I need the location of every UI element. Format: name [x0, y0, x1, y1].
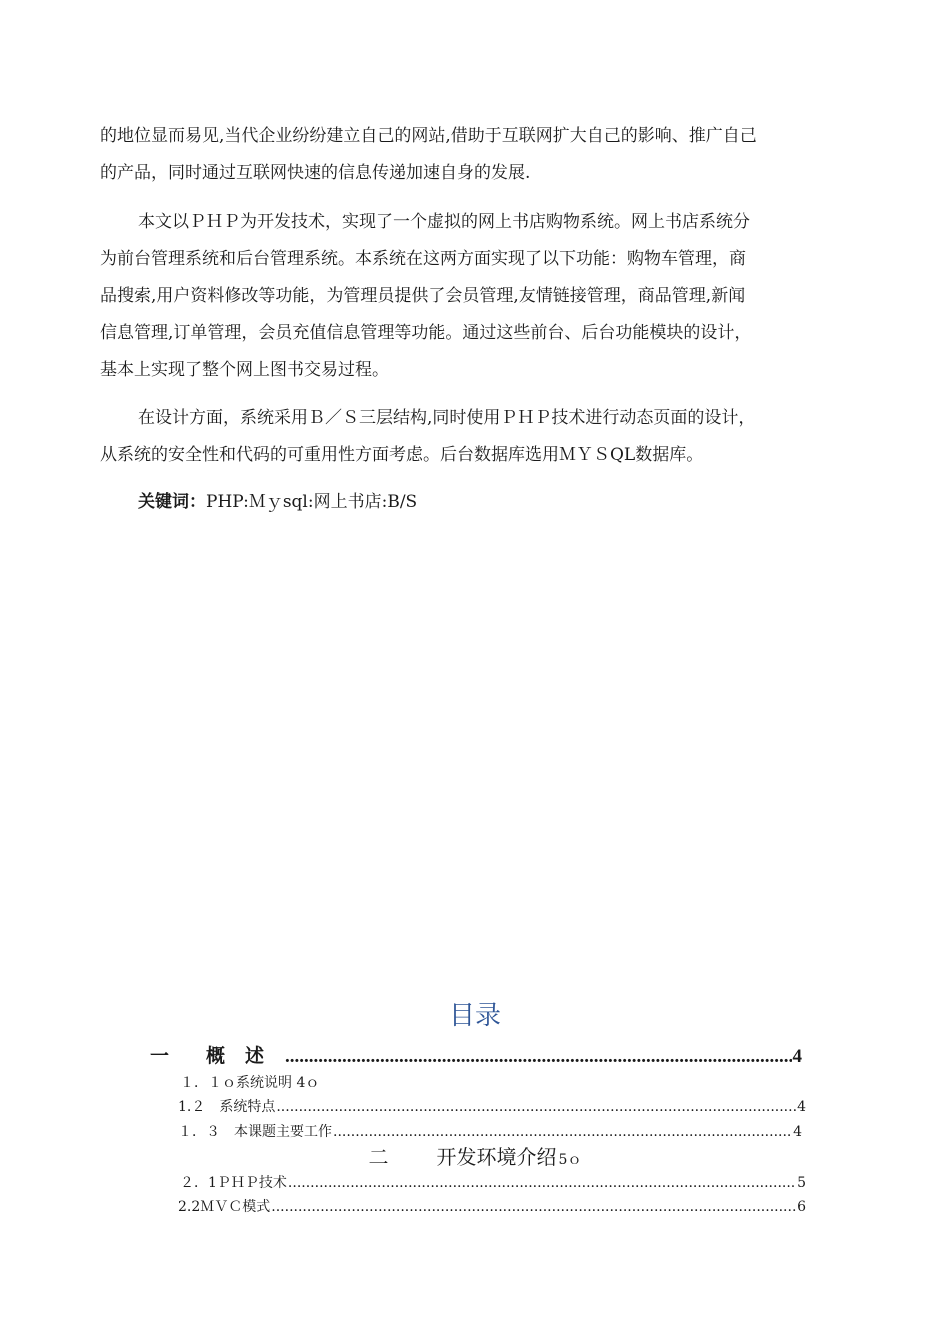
text-line: 的产品，同时通过互联网快速的信息传递加速自身的发展. [100, 163, 531, 183]
dot-leader [271, 1199, 796, 1215]
text-line: 为前台管理系统和后台管理系统。本系统在这两方面实现了以下功能：购物车管理，商 [100, 249, 746, 269]
toc-number: 一 [150, 1046, 170, 1067]
toc-entry-1-2[interactable] [178, 1096, 806, 1116]
toc-title-text: ＰＨＰ技术 [216, 1175, 287, 1191]
toc-entry-1-3[interactable] [178, 1121, 802, 1141]
dot-leader [333, 1124, 792, 1140]
toc-page-number: 6 [797, 1199, 806, 1215]
toc-entry-chapter-1[interactable] [150, 1041, 802, 1068]
text-line: 基本上实现了整个网上图书交易过程。 [100, 360, 389, 380]
keywords-label: 关键词： [138, 492, 206, 512]
toc-number: 二 [368, 1145, 389, 1169]
toc-page-number: 5ｏ [558, 1152, 582, 1168]
toc-entry-2-2[interactable] [178, 1196, 806, 1216]
text-line: 在设计方面，系统采用Ｂ／Ｓ三层结构,同时使用ＰＨＰ技术进行动态页面的设计， [138, 408, 756, 428]
toc-entry-1-1[interactable] [180, 1072, 319, 1092]
toc-number: 1.２ [178, 1099, 206, 1115]
text-line: 信息管理,订单管理，会员充值信息管理等功能。通过这些前台、后台功能模块的设计， [100, 323, 752, 343]
dot-leader [285, 1046, 791, 1068]
text-line: 从系统的安全性和代码的可重用性方面考虑。后台数据库选用ＭＹＳQL数据库。 [100, 445, 704, 465]
toc-title-text: 本课题主要工作 [234, 1124, 332, 1140]
toc-title-text: 开发环境介绍 [436, 1145, 557, 1169]
toc-title-text: 系统特点 [219, 1099, 276, 1115]
toc-entry-text: １．１ｏ系统说明 4ｏ [180, 1075, 320, 1091]
keywords-value: PHP:Ｍｙsql:网上书店:B/S [206, 492, 418, 512]
dot-leader [288, 1175, 796, 1191]
dot-leader [276, 1099, 796, 1115]
toc-number: １．３ [178, 1124, 220, 1140]
toc-entry-2-1[interactable] [180, 1172, 806, 1192]
design-paragraph [100, 400, 852, 474]
toc-page-number: 4 [793, 1124, 802, 1140]
abstract-paragraph [100, 204, 852, 389]
toc-title-text: ＭＶＣ模式 [200, 1199, 271, 1215]
toc-number: 2.2 [178, 1199, 201, 1215]
toc-page-number: 4 [797, 1099, 806, 1115]
toc-page-number: 4 [792, 1046, 802, 1067]
text-line: 品搜索,用户资料修改等功能，为管理员提供了会员管理,友情链接管理，商品管理,新闻 [100, 286, 746, 306]
text-line: 本文以ＰＨＰ为开发技术，实现了一个虚拟的网上书店购物系统。网上书店系统分 [138, 212, 750, 232]
intro-paragraph-continued [100, 118, 852, 192]
toc-title-text: 概述 [206, 1046, 285, 1067]
keywords-line [138, 484, 417, 521]
toc-page-number: 5 [797, 1175, 806, 1191]
text-line: 的地位显而易见,当代企业纷纷建立自己的网站,借助于互联网扩大自己的影响、推广自己 [100, 126, 757, 146]
toc-title: 目录 [448, 1001, 501, 1031]
toc-number: ２．1 [180, 1175, 217, 1191]
toc-entry-chapter-2[interactable] [0, 1141, 950, 1170]
